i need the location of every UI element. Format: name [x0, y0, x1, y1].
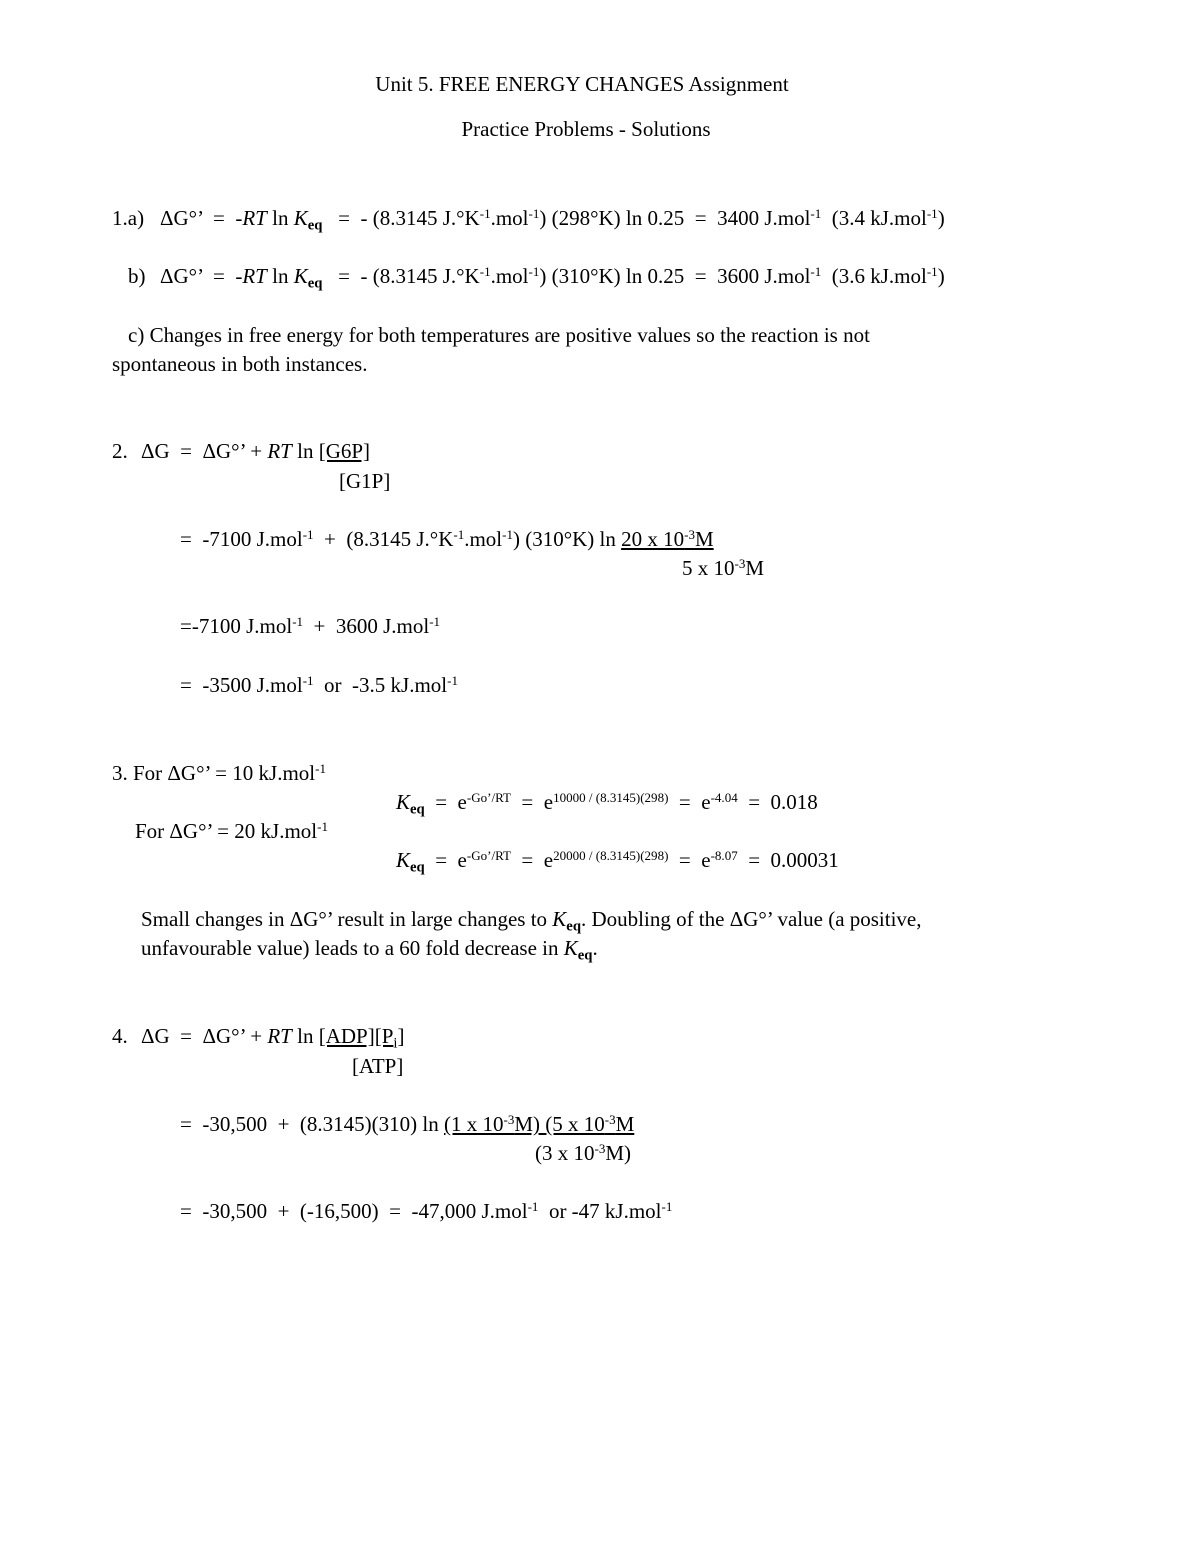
q1b-equation: ΔG°’ = -RT $\ln K_{eq}$ = - (8.3145 $J.^\circ K^{-1}.mol^{-1}$) (310°K) ln 0.25 = 3600 J.mol$^{-1}$ (3.6 kJ.mol$^{-1}$) — [160, 263, 945, 292]
q3-note-line1: Small changes in ΔG°’ result in large changes to $K_{eq}$. Doubling of the ΔG°’ value (a positive, — [141, 907, 922, 935]
q4-numerator: $[ADP][P_i]$ — [318, 1024, 405, 1052]
q2-label: 2. — [112, 439, 128, 463]
q3-case2: For ΔG°’ = 20 kJ.mol$^{-1}$ — [135, 818, 328, 843]
q2-step1-denominator: 5 x $10^{-3}M$ — [682, 555, 765, 580]
q3-case1: 3. For ΔG°’ = 10 kJ.mol$^{-1}$ — [112, 760, 326, 785]
q2-step2: =-7100 J.mol$^{-1}$ + 3600 J.mol$^{-1}$ — [180, 613, 441, 638]
page-subtitle: Practice Problems - Solutions — [461, 117, 711, 141]
q2-equation: ΔG = ΔG°’ + RT ln [G6P] — [141, 439, 371, 463]
q4-equation: ΔG = ΔG°’ + RT $\ln [ADP][P_i]$ — [141, 1024, 405, 1052]
q2-denominator: [G1P] — [339, 469, 391, 493]
q2-step1: = -7100 J.mol$^{-1}$ + (8.3145 $J.^\circ K^{-1}.mol^{-1}$) (310°K) ln 20 x $10^{-3}M$ — [180, 526, 714, 551]
q4-step2: = -30,500 + (-16,500) = -47,000 J.mol$^{-1}$ or -47 kJ.mol$^{-1}$ — [180, 1198, 673, 1223]
q4-label: 4. — [112, 1024, 128, 1048]
page-title: Unit 5. FREE ENERGY CHANGES Assignment — [375, 72, 789, 96]
q4-denominator: [ATP] — [352, 1054, 404, 1078]
q3-case2-equation: $K_{eq} = e^{-Go’/RT} = e^{20000 / (8.3145)(298)} = e^{-8.07} = 0.00031$ — [396, 847, 839, 876]
q4-step1-denominator: (3 x $10^{-3}M$) — [535, 1140, 632, 1165]
q1b-label: b) — [128, 264, 146, 288]
q2-step3: = -3500 J.mol$^{-1}$ or -3.5 kJ.mol$^{-1}$ — [180, 672, 458, 697]
q3-note-line2: unfavourable value) leads to a 60 fold decrease in $K_{eq}$. — [141, 936, 598, 964]
q1a-equation: ΔG°’ = -RT $\ln K_{eq}$ = - (8.3145 $J.^\circ K^{-1}.mol^{-1}$) (298°K) ln 0.25 = 3400 J.mol$^{-1}$ (3.4 kJ.mol$^{-1}$) — [160, 205, 945, 234]
q2-numerator: [G6P] — [318, 439, 371, 463]
q1a-label: 1.a) — [112, 206, 145, 230]
q1c-line1: c) Changes in free energy for both temperatures are positive values so the reaction is not — [128, 323, 870, 347]
q4-step1: = -30,500 + (8.3145)(310) ln (1 x $10^{-3}M$) (5 x $10^{-3}M$ — [180, 1111, 635, 1136]
q1c-line2: spontaneous in both instances. — [112, 352, 368, 376]
q3-case1-equation: $K_{eq} = e^{-Go’/RT} = e^{10000 / (8.3145)(298)} = e^{-4.04} = 0.018$ — [396, 789, 818, 818]
q3-label: 3. — [112, 761, 128, 785]
